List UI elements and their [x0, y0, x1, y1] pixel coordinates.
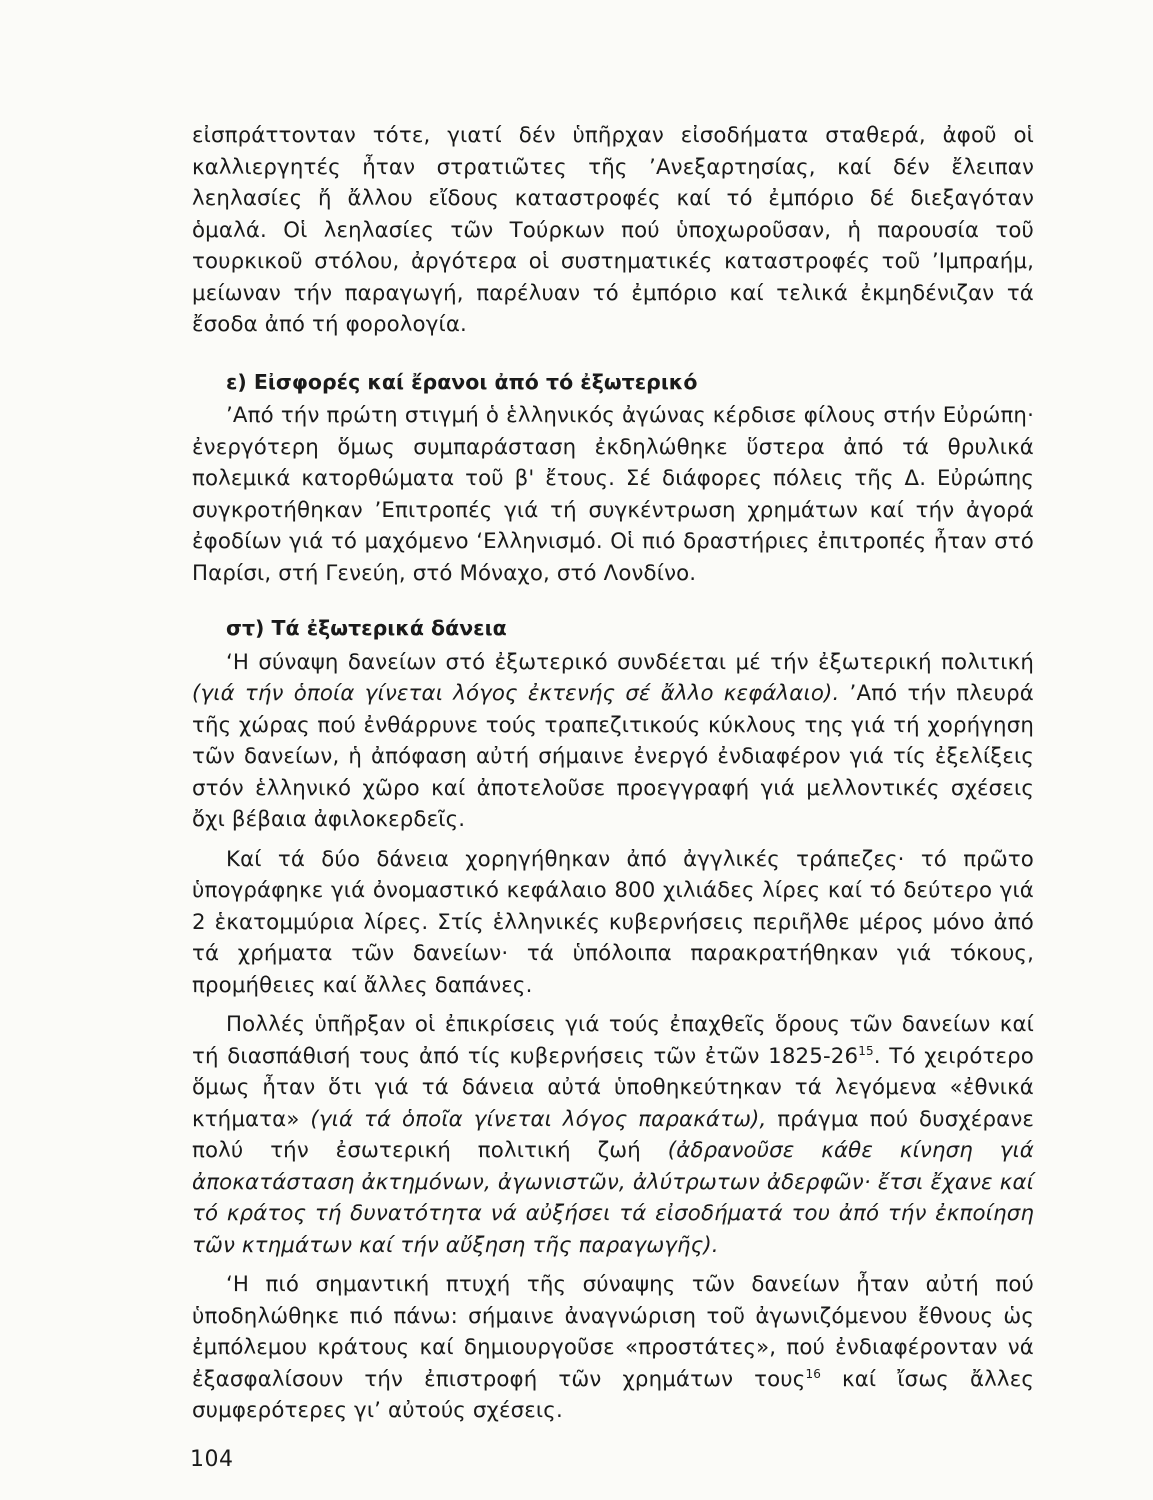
section-heading-contributions: ε) Εἰσφορές καί ἔρανοι ἀπό τό ἐξωτερικό	[226, 369, 698, 394]
paragraph-contributions: ’Από τήν πρώτη στιγμή ὁ ἑλληνικός ἀγώνας κέρδισε φίλους στήν Εὐρώπη· ἐνεργότερη ὅμως συμπαράσταση ἐκδηλώθηκε ὕστερα ἀπό τά θρυλικά πολεμικά κατορθώματα τοῦ β' ἔτους. Σέ διάφορες πόλεις τῆς Δ. Εὐρώπης συγκροτήθηκαν ’Επιτροπές γιά τή συγκέντρωση χρημάτων καί τήν ἀγορά ἐφοδίων γιά τό μαχόμενο ‘Ελληνισμό. Οἱ πιό δραστήριες ἐπιτροπές ἦταν στό Παρίσι, στή Γενεύη, στό Μόναχο, στό Λονδίνο.	[192, 403, 1034, 586]
text-run: Πολλές ὑπῆρξαν οἱ ἐπικρίσεις γιά τούς ἐπαχθεῖς ὅρους τῶν δανείων καί τή διασπάθισή τους ἀπό τίς κυβερνήσεις τῶν ἐτῶν 1825-26	[192, 1012, 1034, 1069]
footnote-ref-15: 15	[858, 1043, 874, 1058]
page-body	[192, 120, 1034, 1427]
paragraph-fiscal-income: εἰσπράττονταν τότε, γιατί δέν ὑπῆρχαν εἰσοδήματα σταθερά, ἀφοῦ οἱ καλλιεργητές ἦταν στρατιῶτες τῆς ’Ανεξαρτησίας, καί δέν ἔλειπαν λεηλασίες ἤ ἄλλου εἴδους καταστροφές καί τό ἐμπόριο δέ διεξαγόταν ὁμαλά. Οἱ λεηλασίες τῶν Τούρκων πού ὑποχωροῦσαν, ἡ παρουσία τοῦ τουρκικοῦ στόλου, ἀργότερα οἱ συστηματικές καταστροφές τοῦ ’Ιμπραήμ, μείωναν τήν παραγωγή, παρέλυαν τό ἐμπόριο καί τελικά ἐκμηδένιζαν τά ἔσοδα ἀπό τή φορολογία.	[192, 123, 1034, 337]
text-run: ’Από τήν πλευρά τῆς χώρας πού ἐνθάρρυνε τούς τραπεζιτικούς κύκλους της γιά τή χορήγηση τῶν δανείων, ἡ ἀπόφαση αὐτή σήμαινε ἐνεργό ἐνδιαφέρον γιά τίς ἐξελίξεις στόν ἑλληνικό χῶρο καί ἀποτελοῦσε προεγγραφή γιά μελλοντικές σχέσεις ὄχι βέβαια ἀφιλοκερδεῖς.	[192, 681, 1034, 832]
text-run: . Τό χειρότερο ὅμως ἦταν ὅτι γιά τά δάνεια αὐτά ὑποθηκεύτηκαν τά λεγόμενα «ἐθνικά κτήματα»	[192, 1043, 1034, 1132]
footnote-ref-16: 16	[805, 1366, 822, 1381]
text-run: ‘Η σύναψη δανείων στό ἐξωτερικό συνδέεται μέ τήν ἐξωτερική πολιτική	[226, 649, 1034, 675]
paragraph-loans-terms: Καί τά δύο δάνεια χορηγήθηκαν ἀπό ἀγγλικές τράπεζες· τό πρῶτο ὑπογράφηκε γιά ὀνομαστικό κεφάλαιο 800 χιλιάδες λίρες καί τό δεύτερο γιά 2 ἑκατομμύρια λίρες. Στίς ἑλληνικές κυβερνήσεις περιῆλθε μέρος μόνο ἀπό τά χρήματα τῶν δανείων· τά ὑπόλοιπα παρακρατήθηκαν γιά τόκους, προμήθειες καί ἄλλες δαπάνες.	[192, 846, 1034, 998]
page-number: 104	[190, 1447, 234, 1472]
text-run: πράγμα πού δυσχέρανε πολύ τήν ἐσωτερική πολιτική ζωή	[192, 1106, 1035, 1163]
text-run: ‘Η πιό σημαντική πτυχή τῆς σύναψης τῶν δανείων ἦταν αὐτή πού ὑποδηλώθηκε πιό πάνω: σήμαινε ἀναγνώριση τοῦ ἀγωνιζόμενου ἔθνους ὡς ἐμπόλεμου κράτους καί δημιουργοῦσε «προστάτες», πού ἐνδιαφέρονταν νά ἐξασφαλίσουν τήν ἐπιστροφή τῶν χρημάτων τους	[192, 1272, 1034, 1392]
paragraph-loans-policy	[192, 647, 1034, 836]
paragraph-loans-criticism	[192, 1009, 1034, 1261]
text-run: καί ἴσως ἄλλες συμφερότερες γι’ αὐτούς σχέσεις.	[192, 1366, 1034, 1423]
italic-run: (γιά τήν ὁποία γίνεται λόγος ἐκτενής σέ ἄλλο κεφάλαιο).	[192, 681, 840, 706]
italic-run: (ἀδρανοῦσε κάθε κίνηση γιά ἀποκατάσταση ἀκτημόνων, ἀγωνιστῶν, ἀλύτρωτων ἀδερφῶν· ἔτσι ἔχανε καί τό κράτος τή δυνατότητα νά αὐξήσει τά εἰσοδήματά του ἀπό τήν ἐκποίηση τῶν κτημάτων καί τήν αὔξηση τῆς παραγωγῆς).	[192, 1138, 1035, 1258]
paragraph-loans-significance	[192, 1269, 1034, 1427]
italic-run: (γιά τά ὁποῖα γίνεται λόγος παρακάτω),	[310, 1106, 767, 1132]
section-heading-foreign-loans: στ) Τά ἐξωτερικά δάνεια	[226, 616, 507, 640]
